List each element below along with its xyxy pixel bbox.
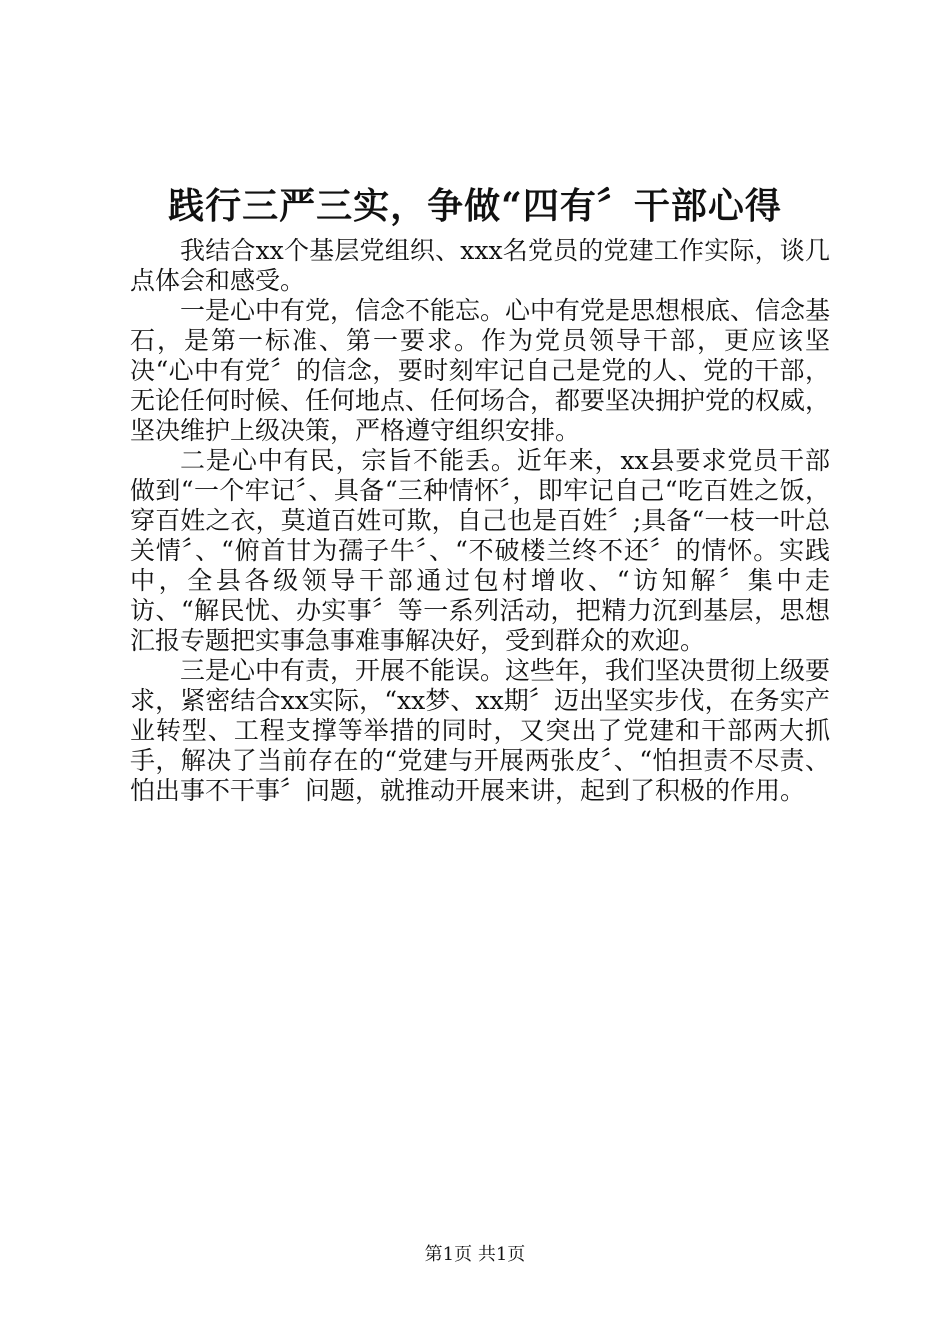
paragraph-intro: 我结合xx个基层党组织、xxx名党员的党建工作实际，谈几点体会和感受。	[130, 236, 830, 295]
paragraph-responsibility: 三是心中有责，开展不能误。这些年，我们坚决贯彻上级要求，紧密结合xx实际，“xx梦、xx期〞迈出坚实步伐，在务实产业转型、工程支撑等举措的同时，又突出了党建和干部两大抓手，解决了当前存在的“党建与开展两张皮〞、“怕担责不尽责、怕出事不干事〞问题，就推动开展来讲，起到了积极的作用。	[130, 656, 831, 805]
document-body	[130, 236, 830, 806]
paragraph-party: 一是心中有党，信念不能忘。心中有党是思想根底、信念基石，是第一标准、第一要求。作为党员领导干部，更应该坚决“心中有党〞的信念，要时刻牢记自己是党的人、党的干部，无论任何时候、任何地点、任何场合，都要坚决拥护党的权威，坚决维护上级决策，严格遵守组织安排。	[130, 296, 831, 445]
paragraph-people: 二是心中有民，宗旨不能丢。近年来，xx县要求党员干部做到“一个牢记〞、具备“三种情怀〞，即牢记自己“吃百姓之饭，穿百姓之衣，莫道百姓可欺，自己也是百姓〞;具备“一枝一叶总关情〞、“俯首甘为孺子牛〞、“不破楼兰终不还〞的情怀。实践中，全县各级领导干部通过包村增收、“访知解〞集中走访、“解民忧、办实事〞等一系列活动，把精力沉到基层，思想汇报专题把实事急事难事解决好，受到群众的欢迎。	[130, 446, 830, 655]
document-title: 践行三严三实，争做“四有〞干部心得	[168, 185, 782, 227]
page-footer: 第1页 共1页	[424, 1244, 526, 1265]
